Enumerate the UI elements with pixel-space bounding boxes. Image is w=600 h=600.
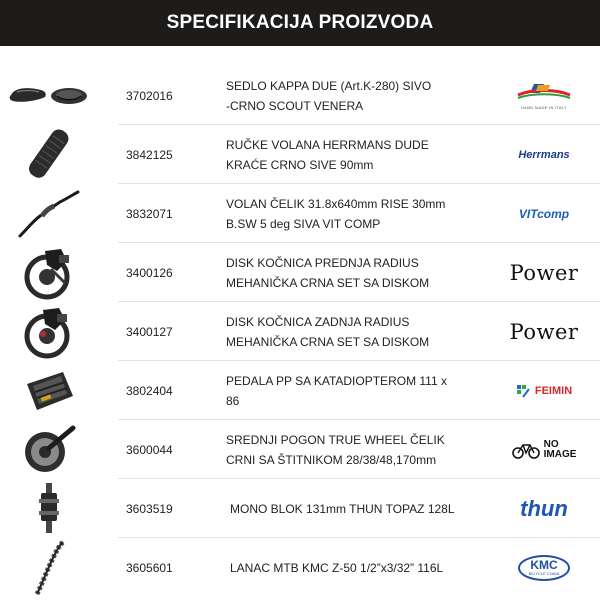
description-line: MONO BLOK 131mm THUN TOPAZ 128L [230,501,455,516]
brand-caption: BICYCLE CHAIN [528,571,560,576]
product-code: 3600044 [126,442,173,457]
product-description [226,66,462,125]
disc-brake-icon [4,304,94,359]
brand-logo-feimin [500,361,588,420]
saddle-icon [4,68,94,123]
brand-name: Herrmans [518,148,570,161]
product-code: 3802404 [126,383,173,398]
brand-name: thun [520,495,568,521]
brand-logo-herrmans [500,125,588,184]
brand-logo-kappa [500,66,588,125]
product-description [226,243,462,302]
list-item [0,125,600,184]
description-line: SREDNJI POGON TRUE WHEEL ČELIK [226,432,445,447]
list-item [0,66,600,125]
description-line: VOLAN ČELIK 31.8x640mm RISE 30mm [226,196,446,211]
description-line: KRAĆE CRNO SIVE 90mm [226,157,374,172]
kmc-logo-icon [518,555,570,581]
product-description [226,125,462,184]
brand-name: Power [509,319,579,344]
page-title: SPECIFIKACIJA PROIZVODA [166,12,434,33]
bicycle-icon [512,441,540,459]
description-line: DISK KOČNICA PREDNJA RADIUS [226,255,419,270]
product-description [226,184,462,243]
description-line: PEDALA PP SA KATADIOPTEROM 111 x [226,373,447,388]
list-item [0,361,600,420]
handlebar-icon [4,186,94,241]
description-line: 86 [226,393,240,408]
brand-mark [516,384,572,398]
no-image-label: NO [543,438,559,450]
product-code: 3605601 [126,560,173,575]
crankset-icon [4,422,94,477]
brand-logo-kmc [500,538,588,597]
feimin-logo-icon [516,384,532,398]
description-line: B.SW 5 deg SIVA VIT COMP [226,216,381,231]
pedal-icon [4,363,94,418]
description-line: RUČKE VOLANA HERRMANS DUDE [226,137,429,152]
brand-name: VITcomp [518,206,570,221]
brand-logo-vitcomp [500,184,588,243]
list-item [0,243,600,302]
list-item [0,302,600,361]
bottom-bracket-icon [4,481,94,536]
product-description [230,479,466,538]
description-line: DISK KOČNICA ZADNJA RADIUS [226,314,410,329]
disc-brake-icon [4,245,94,300]
list-item [0,479,600,538]
list-item [0,420,600,479]
kappa-logo-icon [514,81,574,103]
brand-logo-power [500,302,588,361]
description-line: MEHANIČKA CRNA SET SA DISKOM [226,334,430,349]
product-code: 3603519 [126,501,173,516]
description-line: LANAC MTB KMC Z-50 1/2”x3/32” 116L [230,560,444,575]
product-code: 3832071 [126,206,173,221]
product-code: 3400126 [126,265,173,280]
product-description [226,361,462,420]
description-line: MEHANIČKA CRNA SET SA DISKOM [226,275,430,290]
brand-name: KMC [530,558,558,572]
description-line: CRNI SA ŠTITNIKOM 28/38/48,170mm [226,452,437,467]
description-line: -CRNO SCOUT VENERA [226,98,364,113]
list-item [0,184,600,243]
product-code: 3842125 [126,147,173,162]
brand-logo-power [500,243,588,302]
product-description [230,538,466,597]
product-code: 3702016 [126,88,173,103]
brand-name: FEIMIN [534,384,573,397]
product-description [226,302,462,361]
brand-caption: HAND MADE IN ITALY [520,105,568,110]
brand-logo-thun [500,479,588,538]
product-code: 3400127 [126,324,173,339]
list-item [0,538,600,597]
description-line: SEDLO KAPPA DUE (Art.K-280) SIVO [226,78,432,93]
page-header [0,0,600,46]
no-image-label: IMAGE [543,448,577,460]
chain-icon [4,540,94,595]
grip-icon [4,127,94,182]
product-description [226,420,462,479]
brand-no-image [500,420,588,479]
brand-name: Power [509,260,579,285]
